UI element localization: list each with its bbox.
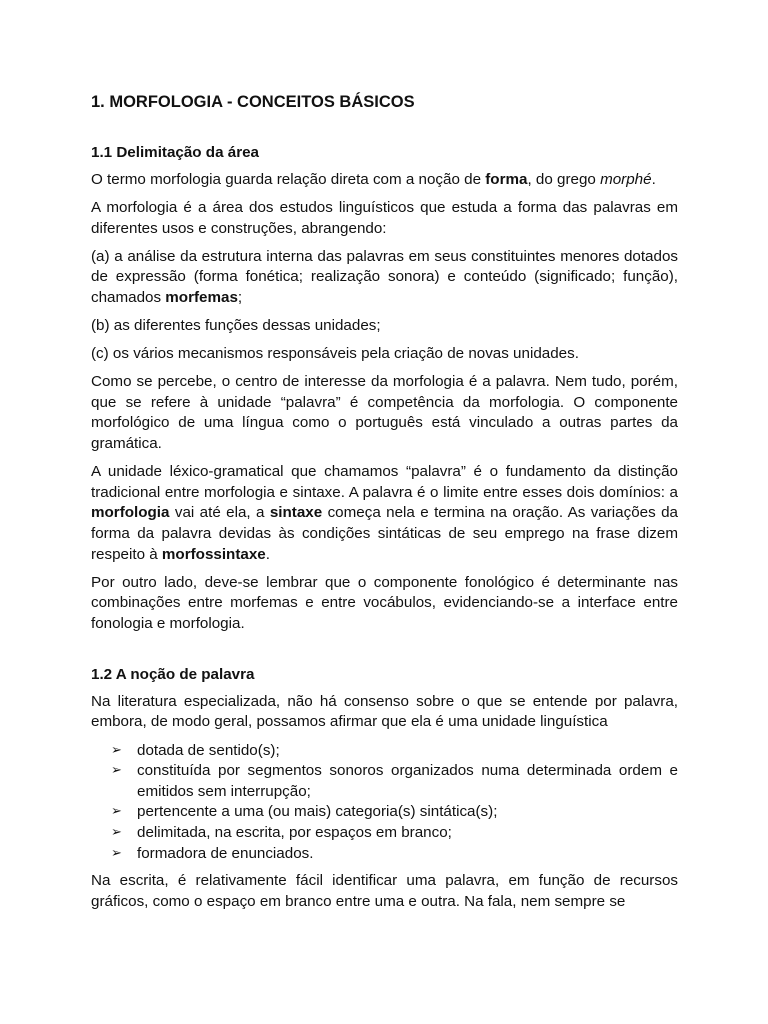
paragraph-centro-interesse: Como se percebe, o centro de interesse da morfologia é a palavra. Nem tudo, porém, que se refere à unidade “palavra” é competência da morfologia. O componente morfológico de uma língua como o português está vinculado a outras partes da gramática. <box>91 373 678 453</box>
document-title: 1. MORFOLOGIA - CONCEITOS BÁSICOS <box>91 93 415 111</box>
arrow-bullet-icon: ➢ <box>111 824 122 840</box>
paragraph-unidade-lexico: A unidade léxico-gramatical que chamamos “palavra” é o fundamento da distinção tradicional entre morfologia e sintaxe. A palavra é o limite entre esses dois domínios: a morfologia vai até ela, a sintaxe começa nela e termina na oração. As variações da forma da palavra devidas às condições sintáticas de seu emprego na frase dizem respeito à morfossintaxe. <box>91 463 678 563</box>
list-item: ➢ formadora de enunciados. <box>91 844 678 865</box>
paragraph-termo-morfologia: O termo morfologia guarda relação direta com a noção de forma, do grego morphé. <box>91 171 656 188</box>
paragraph-literatura: Na literatura especializada, não há consenso sobre o que se entende por palavra, embora, de modo geral, possamos afirmar que ela é uma unidade linguística <box>91 692 678 731</box>
paragraph-escrita: Na escrita, é relativamente fácil identificar uma palavra, em função de recursos gráficos, como o espaço em branco entre uma e outra. Na fala, nem sempre se <box>91 872 678 910</box>
section-heading-1-1: 1.1 Delimitação da área <box>91 144 259 161</box>
bold-term-morfemas: morfemas <box>165 288 238 306</box>
arrow-bullet-icon: ➢ <box>111 845 122 861</box>
list-item: ➢ constituída por segmentos sonoros organizados numa determinada ordem e emitidos sem interrupção; <box>111 762 678 800</box>
arrow-bullet-icon: ➢ <box>111 742 122 758</box>
bold-term-forma: forma <box>485 171 528 188</box>
paragraph-item-a: (a) a análise da estrutura interna das palavras em seus constituintes menores dotados de expressão (forma fonética; realização sonora) e conteúdo (significado; função), chamados morfemas; <box>91 247 678 306</box>
section-heading-1-2: 1.2 A noção de palavra <box>91 665 255 683</box>
section-spacer <box>91 642 678 665</box>
paragraph-definicao: A morfologia é a área dos estudos linguísticos que estuda a forma das palavras em diferentes usos e construções, abrangendo: <box>91 199 678 237</box>
italic-term-morphe: morphé <box>600 171 652 188</box>
paragraph-item-b: (b) as diferentes funções dessas unidades; <box>91 317 381 335</box>
bold-term-sintaxe: sintaxe <box>269 504 323 522</box>
bullet-list <box>91 741 678 865</box>
list-item: ➢ dotada de sentido(s); <box>91 741 678 762</box>
bold-term-morfologia: morfologia <box>91 504 170 522</box>
paragraph-item-c: (c) os vários mecanismos responsáveis pela criação de novas unidades. <box>91 345 579 363</box>
arrow-bullet-icon: ➢ <box>111 804 122 820</box>
list-item: ➢ pertencente a uma (ou mais) categoria(s) sintática(s); <box>91 802 678 823</box>
arrow-bullet-icon: ➢ <box>111 763 122 779</box>
paragraph-componente-fonologico: Por outro lado, deve-se lembrar que o componente fonológico é determinante nas combinações entre morfemas e entre vocábulos, evidenciando-se a interface entre fonologia e morfologia. <box>91 573 678 632</box>
document-content <box>91 91 678 920</box>
bold-term-morfossintaxe: morfossintaxe <box>161 545 266 563</box>
list-item: ➢ delimitada, na escrita, por espaços em branco; <box>91 823 678 844</box>
